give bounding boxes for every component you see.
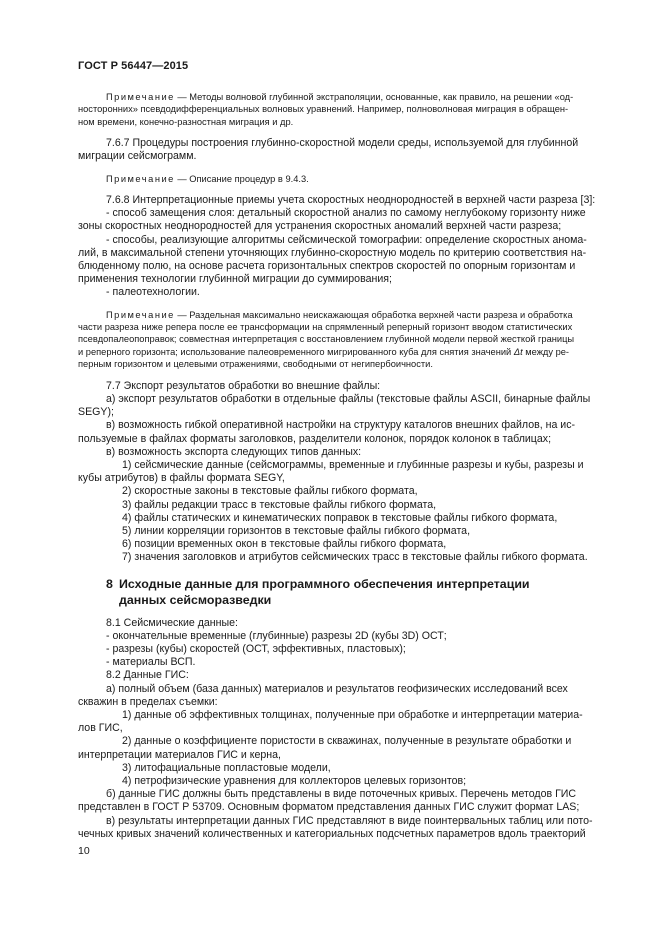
note-label: Примечание [106, 309, 175, 320]
clause-7-6-7: 7.6.7 Процедуры построения глубинно-скоростной модели среды, используемой для глубинной миграции сейсмограмм. [78, 137, 579, 163]
note-procedures-reference: Примечание — Описание процедур в 9.4.3. [106, 173, 309, 184]
note-label: Примечание [106, 173, 175, 184]
note-label: Примечание [106, 92, 175, 102]
clause-8: 8.1 Сейсмические данные: - окончательные временные (глубинные) разрезы 2D (кубы 3D) ОСТ; - разрезы (кубы) скоростей (ОСТ, эффективных, пластовых); - материалы ВСП. 8.2 Данные ГИС: а) полный объем (база данных) материалов и результатов геофизических исследований всех скважин в пределах съемки: 1) данные об эффективных толщинах, полученные при обработке и интерпретации материа- лов ГИС, 2) данные о коэффициенте пористости в скважинах, полученные в результате обработки и интерпретации материалов ГИС и керна, 3) литофациальные попластовые модели, 4) петрофизические уравнения для коллекторов целевых горизонтов; б) данные ГИС должны быть представлены в виде поточечных кривых. Перечень методов ГИС представлен в ГОСТ Р 53709. Основным форматом представления данных ГИС служит формат LAS; в) результаты интерпретации данных ГИС представляют в виде поинтервальных таблиц или пото- чечных кривых значений количественных и категориальных подсчетных параметров вдоль траекторий [78, 616, 593, 840]
delta-t-symbol: Δt [513, 346, 523, 357]
page-number: 10 [78, 845, 90, 857]
note-migration-methods: Примечание — Методы волновой глубинной экстраполяции, основанные, как правило, на решении «од- носторонних» псевдодифференциальных волновых уравнений. Например, полноволновая миграция в обращен- ном времени, конечно-разностная миграция и др. [78, 92, 574, 127]
page-content [78, 91, 613, 843]
section-8-heading: 8 Исходные данные для программного обеспечения интерпретации данных сейсморазведки [106, 576, 530, 607]
clause-7-6-8: 7.6.8 Интерпретационные приемы учета скоростных неоднородностей в верхней части разреза [3]: - способ замещения слоя: детальный скоростной анализ по самому неглубокому горизонту ниже зоны скоростных неоднородностей для устранения скоростных аномалий верхней части разреза; - способы, реализующие алгоритмы сейсмической томографии: определение скоростных анома- лий, в максимальной степени уточняющих глубинно-скоростную модель по критерию соответствия на- блюденному полю, на основе расчета горизонтальных спектров скоростей по опорным горизонтам и применения технологии глубинной миграции до суммирования; - палеотехнологии. [78, 194, 596, 299]
note-separate-processing: Примечание — Раздельная максимально неискажающая обработка верхней части разреза и обработка части разреза ниже репера после ее трансформации на спрямленный реперный горизонт вводом статистических псевдопалеопоправок; совместная интерпретация с восстановлением глубинной модели первой жесткой границы и реперного горизонта; использование палеовременного мигрированного куба для снятия значений Δt между ре- перным горизонтом и целевыми отражениями, свободными от негипербоичности. [78, 309, 575, 370]
document-header: ГОСТ Р 56447—2015 [78, 60, 189, 72]
clause-7-7: 7.7 Экспорт результатов обработки во внешние файлы: а) экспорт результатов обработки в отдельные файлы (текстовые файлы ASCII, бинарные файлы SEGY); в) возможность гибкой оперативной настройки на структуру каталогов внешних файлов, на ис- пользуемые в файлах форматы заголовков, разделители колонок, порядок колонок в таблицах; в) возможность экспорта следующих типов данных: 1) сейсмические данные (сейсмограммы, временные и глубинные разрезы и кубы, разрезы и кубы атрибутов) в файлы формата SEGY, 2) скоростные законы в текстовые файлы гибкого формата, 3) файлы редакции трасс в текстовые файлы гибкого формата, 4) файлы статических и кинематических поправок в текстовые файлы гибкого формата, 5) линии корреляции горизонтов в текстовые файлы гибкого формата, 6) позиции временных окон в текстовые файлы гибкого формата, 7) значения заголовков и атрибутов сейсмических трасс в текстовые файлы гибкого формата. [78, 379, 591, 564]
